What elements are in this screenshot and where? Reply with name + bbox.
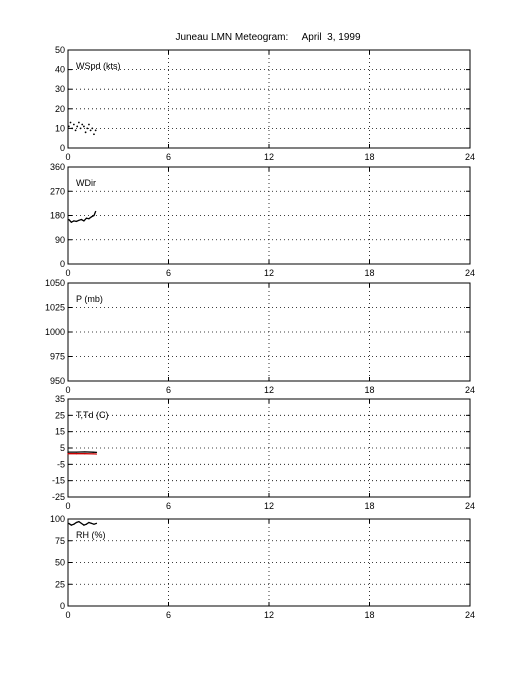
y-tick-label: 25 xyxy=(54,410,65,421)
data-point xyxy=(91,216,92,217)
y-tick-label: 35 xyxy=(54,394,65,404)
x-tick-label: 6 xyxy=(165,610,172,620)
x-tick-label: 6 xyxy=(165,268,172,278)
y-tick-label: 40 xyxy=(54,64,65,75)
x-tick-label: 18 xyxy=(364,385,375,395)
data-point xyxy=(71,222,72,223)
y-tick-label: 270 xyxy=(49,186,65,197)
chart-title: Juneau LMN Meteogram: April 3, 1999 xyxy=(175,32,361,43)
data-point xyxy=(68,219,69,220)
x-tick-label: 18 xyxy=(364,152,375,162)
data-point xyxy=(86,524,87,525)
data-point xyxy=(73,124,75,126)
y-tick-label: 950 xyxy=(49,376,65,386)
y-tick-label: 15 xyxy=(54,426,65,437)
data-point xyxy=(86,218,87,219)
data-point xyxy=(68,126,70,128)
data-point xyxy=(96,452,97,453)
data-point xyxy=(96,523,97,524)
data-point xyxy=(83,524,84,525)
panel-1 xyxy=(55,45,475,162)
x-tick-label: 12 xyxy=(263,610,275,620)
y-tick-label: 50 xyxy=(54,45,65,55)
data-point xyxy=(84,453,85,454)
data-point xyxy=(81,523,82,524)
x-tick-label: 12 xyxy=(263,268,275,278)
data-series xyxy=(67,451,97,453)
y-tick-label: 10 xyxy=(54,123,65,134)
data-point xyxy=(84,451,85,452)
data-point xyxy=(71,127,73,129)
x-tick-label: 6 xyxy=(165,501,172,511)
data-series xyxy=(67,453,97,455)
y-tick-label: 30 xyxy=(54,84,65,95)
x-tick-label: 24 xyxy=(464,501,476,511)
y-tick-label: 90 xyxy=(54,234,65,245)
data-point xyxy=(91,523,92,524)
x-tick-label: 0 xyxy=(65,152,71,162)
data-series xyxy=(68,122,97,136)
x-tick-label: 24 xyxy=(464,385,476,395)
y-tick-label: 0 xyxy=(59,601,65,611)
x-tick-label: 12 xyxy=(263,385,275,395)
data-point xyxy=(76,451,77,452)
y-tick-label: 25 xyxy=(54,579,65,590)
data-point xyxy=(90,129,92,131)
data-series xyxy=(68,521,97,526)
data-point xyxy=(68,523,69,524)
data-point xyxy=(71,524,72,525)
y-tick-label: 50 xyxy=(54,557,65,568)
x-tick-label: 6 xyxy=(165,385,172,395)
y-tick-label: 5 xyxy=(59,443,65,453)
y-tick-label: 1000 xyxy=(44,327,65,337)
x-tick-label: 6 xyxy=(165,152,172,162)
y-tick-label: 1025 xyxy=(44,302,65,313)
series-line xyxy=(68,452,97,453)
data-point xyxy=(73,524,74,525)
data-point xyxy=(85,131,87,133)
data-point xyxy=(93,133,95,135)
x-tick-label: 0 xyxy=(65,501,71,511)
data-point xyxy=(88,522,89,523)
y-tick-label: 75 xyxy=(54,535,65,546)
data-point xyxy=(76,522,77,523)
panel-label: WDir xyxy=(76,178,96,188)
data-point xyxy=(96,453,97,454)
data-point xyxy=(93,524,94,525)
y-tick-label: 360 xyxy=(49,162,65,172)
data-point xyxy=(93,452,94,453)
panel-2 xyxy=(50,162,475,278)
panel-5 xyxy=(50,514,475,620)
x-tick-label: 24 xyxy=(464,268,476,278)
data-point xyxy=(67,453,68,454)
data-point xyxy=(76,126,78,128)
y-tick-label: 975 xyxy=(49,351,65,362)
data-series xyxy=(68,211,96,223)
panel-3 xyxy=(45,278,475,395)
series-line xyxy=(69,522,97,526)
panel-label: WSpd (kts) xyxy=(76,61,121,71)
y-tick-label: 1050 xyxy=(44,278,65,288)
x-tick-label: 18 xyxy=(364,501,375,511)
y-tick-label: -25 xyxy=(51,492,65,502)
data-point xyxy=(76,221,77,222)
x-tick-label: 12 xyxy=(263,501,275,511)
data-point xyxy=(83,126,85,128)
data-point xyxy=(95,211,96,212)
y-tick-label: 0 xyxy=(59,259,65,269)
panel-label: RH (%) xyxy=(76,530,106,540)
data-point xyxy=(78,521,79,522)
data-point xyxy=(73,220,74,221)
data-point xyxy=(78,220,79,221)
data-point xyxy=(95,129,97,131)
data-point xyxy=(81,219,82,220)
data-point xyxy=(70,122,72,124)
x-tick-label: 24 xyxy=(464,610,476,620)
data-point xyxy=(88,218,89,219)
y-tick-label: 0 xyxy=(59,143,65,153)
x-tick-label: 0 xyxy=(65,268,71,278)
x-tick-label: 0 xyxy=(65,610,71,620)
y-tick-label: 100 xyxy=(49,514,65,524)
panel-4 xyxy=(52,394,475,511)
data-point xyxy=(93,453,94,454)
data-point xyxy=(83,220,84,221)
x-tick-label: 12 xyxy=(263,152,275,162)
x-tick-label: 18 xyxy=(364,610,375,620)
data-point xyxy=(81,124,83,126)
data-point xyxy=(76,453,77,454)
y-tick-label: 180 xyxy=(49,210,65,221)
data-point xyxy=(75,129,77,131)
data-point xyxy=(86,127,88,129)
x-tick-label: 24 xyxy=(464,152,476,162)
x-tick-label: 0 xyxy=(65,385,71,395)
data-point xyxy=(80,127,82,129)
panel-label: T,Td (C) xyxy=(76,410,109,420)
data-point xyxy=(91,127,93,129)
y-tick-label: 20 xyxy=(54,103,65,114)
y-tick-label: -15 xyxy=(51,475,65,486)
data-point xyxy=(93,215,94,216)
panel-label: P (mb) xyxy=(76,294,103,304)
y-tick-label: -5 xyxy=(56,459,65,470)
data-point xyxy=(78,122,80,124)
x-tick-label: 18 xyxy=(364,268,375,278)
data-point xyxy=(88,124,90,126)
data-point xyxy=(67,451,68,452)
